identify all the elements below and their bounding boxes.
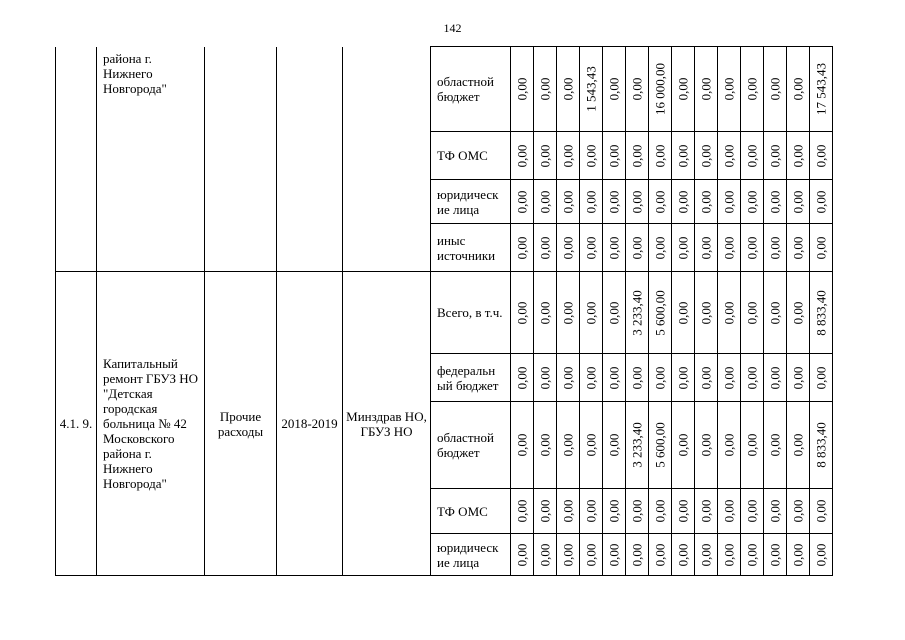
amount-cell bbox=[810, 489, 833, 534]
amount-cell bbox=[626, 47, 649, 132]
amount-cell bbox=[810, 224, 833, 272]
amount-value: 0,00 bbox=[606, 301, 622, 324]
amount-value: 0,00 bbox=[629, 77, 645, 101]
amount-cell bbox=[672, 47, 695, 132]
expense-type bbox=[205, 47, 277, 272]
amount-value: 0,00 bbox=[675, 499, 691, 523]
amount-value: 0,00 bbox=[813, 236, 829, 259]
amount-value: 0,00 bbox=[606, 236, 622, 259]
amount-cell bbox=[557, 402, 580, 489]
amount-cell bbox=[580, 354, 603, 402]
amount-value: 0,00 bbox=[698, 543, 714, 566]
amount-cell bbox=[672, 272, 695, 354]
amount-value: 0,00 bbox=[744, 190, 760, 213]
amount-cell bbox=[672, 402, 695, 489]
amount-value: 0,00 bbox=[652, 144, 668, 167]
amount-cell bbox=[695, 47, 718, 132]
amount-value: 0,00 bbox=[721, 543, 737, 566]
amount-cell bbox=[787, 180, 810, 224]
item-name: района г. Нижнего Новгорода" bbox=[97, 47, 205, 272]
amount-cell bbox=[511, 132, 534, 180]
amount-cell bbox=[764, 272, 787, 354]
amount-cell bbox=[718, 47, 741, 132]
amount-cell bbox=[557, 272, 580, 354]
amount-value: 0,00 bbox=[790, 236, 806, 259]
amount-cell bbox=[649, 402, 672, 489]
item-number: 4.1. 9. bbox=[56, 272, 97, 576]
amount-cell bbox=[787, 224, 810, 272]
amount-value: 0,00 bbox=[537, 77, 553, 101]
period bbox=[277, 47, 343, 272]
amount-value: 8 833,40 bbox=[813, 289, 829, 336]
amount-cell bbox=[511, 47, 534, 132]
amount-value: 0,00 bbox=[514, 190, 530, 213]
amount-value: 0,00 bbox=[813, 144, 829, 167]
amount-cell bbox=[741, 489, 764, 534]
amount-value: 0,00 bbox=[514, 77, 530, 101]
amount-cell bbox=[741, 402, 764, 489]
amount-value: 0,00 bbox=[721, 301, 737, 324]
amount-value: 0,00 bbox=[744, 301, 760, 324]
amount-cell bbox=[603, 224, 626, 272]
amount-value: 0,00 bbox=[790, 190, 806, 213]
amount-cell bbox=[810, 180, 833, 224]
amount-cell bbox=[810, 354, 833, 402]
amount-cell bbox=[603, 132, 626, 180]
amount-value: 0,00 bbox=[514, 144, 530, 167]
amount-cell bbox=[787, 354, 810, 402]
amount-value: 0,00 bbox=[652, 366, 668, 389]
amount-cell bbox=[787, 489, 810, 534]
amount-value: 0,00 bbox=[744, 77, 760, 101]
amount-cell bbox=[741, 180, 764, 224]
amount-cell bbox=[695, 272, 718, 354]
amount-cell bbox=[672, 534, 695, 576]
amount-value: 0,00 bbox=[560, 499, 576, 523]
amount-value: 0,00 bbox=[744, 433, 760, 457]
amount-value: 0,00 bbox=[629, 144, 645, 167]
amount-value: 0,00 bbox=[675, 190, 691, 213]
amount-cell bbox=[534, 132, 557, 180]
amount-cell bbox=[741, 132, 764, 180]
amount-value: 0,00 bbox=[767, 499, 783, 523]
funding-source: Всего, в т.ч. bbox=[431, 272, 511, 354]
amount-value: 0,00 bbox=[537, 144, 553, 167]
amount-value: 0,00 bbox=[606, 543, 622, 566]
amount-cell bbox=[695, 489, 718, 534]
amount-value: 0,00 bbox=[767, 433, 783, 457]
amount-cell bbox=[511, 534, 534, 576]
amount-cell bbox=[649, 489, 672, 534]
amount-value: 0,00 bbox=[675, 144, 691, 167]
amount-cell bbox=[764, 354, 787, 402]
amount-cell bbox=[810, 132, 833, 180]
amount-value: 0,00 bbox=[560, 190, 576, 213]
amount-value: 0,00 bbox=[560, 433, 576, 457]
amount-cell bbox=[557, 180, 580, 224]
amount-value: 0,00 bbox=[560, 543, 576, 566]
amount-value: 0,00 bbox=[583, 190, 599, 213]
amount-cell bbox=[672, 224, 695, 272]
amount-cell bbox=[534, 354, 557, 402]
amount-value: 0,00 bbox=[652, 236, 668, 259]
amount-cell bbox=[511, 489, 534, 534]
funding-source: областной бюджет bbox=[431, 47, 511, 132]
amount-value: 0,00 bbox=[583, 144, 599, 167]
amount-value: 0,00 bbox=[606, 190, 622, 213]
amount-value: 0,00 bbox=[698, 433, 714, 457]
amount-value: 8 833,40 bbox=[813, 422, 829, 468]
amount-cell bbox=[534, 272, 557, 354]
amount-value: 3 233,40 bbox=[629, 289, 645, 336]
amount-cell bbox=[741, 47, 764, 132]
amount-cell bbox=[764, 132, 787, 180]
amount-value: 0,00 bbox=[537, 499, 553, 523]
table-row bbox=[56, 47, 833, 132]
amount-value: 0,00 bbox=[767, 301, 783, 324]
amount-cell bbox=[580, 402, 603, 489]
amount-cell bbox=[626, 354, 649, 402]
amount-value: 0,00 bbox=[744, 499, 760, 523]
amount-cell bbox=[603, 534, 626, 576]
amount-cell bbox=[764, 489, 787, 534]
amount-cell bbox=[787, 132, 810, 180]
amount-value: 0,00 bbox=[813, 499, 829, 523]
amount-value: 0,00 bbox=[560, 236, 576, 259]
amount-value: 0,00 bbox=[744, 236, 760, 259]
amount-cell bbox=[557, 354, 580, 402]
amount-value: 0,00 bbox=[606, 499, 622, 523]
amount-value: 0,00 bbox=[560, 301, 576, 324]
page-number: 142 bbox=[443, 21, 462, 35]
amount-cell bbox=[626, 132, 649, 180]
funding-source: ТФ ОМС bbox=[431, 132, 511, 180]
amount-cell bbox=[672, 354, 695, 402]
amount-value: 0,00 bbox=[744, 144, 760, 167]
amount-cell bbox=[672, 132, 695, 180]
amount-cell bbox=[603, 402, 626, 489]
amount-cell bbox=[511, 354, 534, 402]
amount-cell bbox=[718, 180, 741, 224]
amount-cell bbox=[787, 402, 810, 489]
amount-value: 0,00 bbox=[606, 433, 622, 457]
table-row bbox=[56, 272, 833, 354]
amount-value: 0,00 bbox=[675, 301, 691, 324]
amount-value: 0,00 bbox=[537, 433, 553, 457]
amount-value: 0,00 bbox=[675, 433, 691, 457]
amount-value: 0,00 bbox=[537, 366, 553, 389]
amount-cell bbox=[764, 402, 787, 489]
amount-cell bbox=[810, 534, 833, 576]
amount-value: 5 600,00 bbox=[652, 289, 668, 336]
amount-value: 0,00 bbox=[514, 301, 530, 324]
amount-value: 0,00 bbox=[675, 77, 691, 101]
amount-cell bbox=[810, 272, 833, 354]
amount-value: 0,00 bbox=[583, 366, 599, 389]
amount-cell bbox=[534, 402, 557, 489]
executor: Минздрав НО, ГБУЗ НО bbox=[343, 272, 431, 576]
amount-cell bbox=[718, 272, 741, 354]
amount-value: 0,00 bbox=[560, 366, 576, 389]
amount-cell bbox=[649, 47, 672, 132]
amount-cell bbox=[764, 47, 787, 132]
amount-cell bbox=[626, 224, 649, 272]
amount-value: 0,00 bbox=[790, 144, 806, 167]
amount-cell bbox=[718, 132, 741, 180]
executor bbox=[343, 47, 431, 272]
amount-cell bbox=[534, 534, 557, 576]
amount-value: 0,00 bbox=[583, 543, 599, 566]
amount-cell bbox=[718, 489, 741, 534]
amount-value: 0,00 bbox=[744, 366, 760, 389]
amount-value: 0,00 bbox=[721, 144, 737, 167]
amount-cell bbox=[695, 180, 718, 224]
amount-value: 0,00 bbox=[721, 499, 737, 523]
amount-value: 0,00 bbox=[813, 366, 829, 389]
amount-value: 0,00 bbox=[767, 190, 783, 213]
amount-cell bbox=[603, 180, 626, 224]
amount-value: 0,00 bbox=[698, 499, 714, 523]
amount-cell bbox=[511, 180, 534, 224]
item-name: Капитальный ремонт ГБУЗ НО "Детская городская больница № 42 Московского района г. Нижнего Новгорода" bbox=[97, 272, 205, 576]
amount-value: 0,00 bbox=[652, 499, 668, 523]
amount-cell bbox=[718, 534, 741, 576]
amount-value: 0,00 bbox=[606, 144, 622, 167]
amount-value: 0,00 bbox=[537, 190, 553, 213]
amount-value: 0,00 bbox=[790, 301, 806, 324]
amount-value: 0,00 bbox=[629, 190, 645, 213]
amount-value: 0,00 bbox=[790, 77, 806, 101]
expense-type: Прочие расходы bbox=[205, 272, 277, 576]
amount-cell bbox=[810, 402, 833, 489]
amount-value: 0,00 bbox=[583, 236, 599, 259]
amount-value: 0,00 bbox=[698, 190, 714, 213]
amount-cell bbox=[695, 224, 718, 272]
amount-cell bbox=[626, 180, 649, 224]
amount-value: 0,00 bbox=[537, 301, 553, 324]
amount-value: 0,00 bbox=[629, 236, 645, 259]
amount-cell bbox=[557, 534, 580, 576]
funding-source: иныс источники bbox=[431, 224, 511, 272]
amount-value: 0,00 bbox=[606, 77, 622, 101]
amount-value: 0,00 bbox=[767, 236, 783, 259]
amount-cell bbox=[741, 354, 764, 402]
amount-value: 0,00 bbox=[767, 366, 783, 389]
amount-cell bbox=[695, 132, 718, 180]
amount-cell bbox=[695, 534, 718, 576]
amount-value: 0,00 bbox=[813, 543, 829, 566]
amount-value: 0,00 bbox=[652, 543, 668, 566]
amount-cell bbox=[580, 272, 603, 354]
funding-source: юридическ ие лица bbox=[431, 534, 511, 576]
amount-cell bbox=[603, 354, 626, 402]
amount-cell bbox=[672, 180, 695, 224]
amount-value: 0,00 bbox=[629, 543, 645, 566]
amount-value: 0,00 bbox=[514, 499, 530, 523]
amount-cell bbox=[557, 47, 580, 132]
amount-value: 0,00 bbox=[744, 543, 760, 566]
amount-value: 0,00 bbox=[583, 433, 599, 457]
item-number bbox=[56, 47, 97, 272]
amount-cell bbox=[787, 534, 810, 576]
amount-cell bbox=[695, 402, 718, 489]
amount-value: 0,00 bbox=[698, 236, 714, 259]
amount-cell bbox=[626, 272, 649, 354]
amount-cell bbox=[787, 47, 810, 132]
amount-cell bbox=[603, 489, 626, 534]
amount-value: 0,00 bbox=[721, 433, 737, 457]
amount-value: 17 543,43 bbox=[813, 63, 829, 115]
amount-cell bbox=[626, 489, 649, 534]
amount-cell bbox=[649, 272, 672, 354]
budget-table bbox=[55, 46, 833, 576]
amount-value: 0,00 bbox=[698, 301, 714, 324]
amount-value: 0,00 bbox=[721, 77, 737, 101]
funding-source: юридическ ие лица bbox=[431, 180, 511, 224]
amount-cell bbox=[580, 180, 603, 224]
amount-cell bbox=[603, 272, 626, 354]
amount-value: 0,00 bbox=[606, 366, 622, 389]
amount-value: 0,00 bbox=[721, 190, 737, 213]
amount-cell bbox=[511, 224, 534, 272]
amount-cell bbox=[787, 272, 810, 354]
amount-value: 1 543,43 bbox=[583, 66, 599, 112]
amount-cell bbox=[534, 224, 557, 272]
amount-cell bbox=[741, 224, 764, 272]
amount-value: 16 000,00 bbox=[652, 63, 668, 115]
amount-value: 0,00 bbox=[652, 190, 668, 213]
amount-cell bbox=[649, 224, 672, 272]
amount-value: 0,00 bbox=[514, 543, 530, 566]
amount-cell bbox=[580, 489, 603, 534]
amount-cell bbox=[603, 47, 626, 132]
amount-value: 0,00 bbox=[514, 236, 530, 259]
amount-cell bbox=[718, 402, 741, 489]
amount-value: 0,00 bbox=[675, 236, 691, 259]
funding-source: федеральн ый бюджет bbox=[431, 354, 511, 402]
amount-value: 0,00 bbox=[675, 543, 691, 566]
amount-value: 0,00 bbox=[767, 543, 783, 566]
amount-cell bbox=[534, 489, 557, 534]
amount-value: 0,00 bbox=[537, 543, 553, 566]
amount-value: 0,00 bbox=[790, 433, 806, 457]
amount-cell bbox=[649, 354, 672, 402]
amount-cell bbox=[741, 272, 764, 354]
amount-value: 0,00 bbox=[790, 499, 806, 523]
amount-value: 0,00 bbox=[514, 433, 530, 457]
amount-value: 0,00 bbox=[560, 77, 576, 101]
amount-cell bbox=[534, 180, 557, 224]
amount-value: 0,00 bbox=[560, 144, 576, 167]
amount-cell bbox=[764, 534, 787, 576]
amount-value: 0,00 bbox=[629, 499, 645, 523]
amount-value: 0,00 bbox=[675, 366, 691, 389]
amount-value: 0,00 bbox=[514, 366, 530, 389]
funding-source: областной бюджет bbox=[431, 402, 511, 489]
amount-cell bbox=[649, 180, 672, 224]
amount-value: 0,00 bbox=[813, 190, 829, 213]
amount-value: 0,00 bbox=[698, 77, 714, 101]
amount-cell bbox=[649, 534, 672, 576]
amount-value: 0,00 bbox=[721, 366, 737, 389]
amount-value: 0,00 bbox=[629, 366, 645, 389]
amount-cell bbox=[557, 224, 580, 272]
amount-cell bbox=[626, 402, 649, 489]
amount-cell bbox=[764, 224, 787, 272]
amount-cell bbox=[649, 132, 672, 180]
amount-cell bbox=[580, 132, 603, 180]
amount-cell bbox=[718, 224, 741, 272]
amount-cell bbox=[810, 47, 833, 132]
amount-value: 0,00 bbox=[537, 236, 553, 259]
amount-cell bbox=[580, 224, 603, 272]
amount-value: 0,00 bbox=[583, 499, 599, 523]
amount-value: 5 600,00 bbox=[652, 422, 668, 468]
amount-value: 0,00 bbox=[583, 301, 599, 324]
amount-value: 0,00 bbox=[790, 543, 806, 566]
amount-cell bbox=[764, 180, 787, 224]
amount-cell bbox=[741, 534, 764, 576]
amount-cell bbox=[718, 354, 741, 402]
amount-value: 0,00 bbox=[767, 77, 783, 101]
amount-value: 0,00 bbox=[698, 366, 714, 389]
amount-cell bbox=[534, 47, 557, 132]
amount-cell bbox=[672, 489, 695, 534]
amount-cell bbox=[695, 354, 718, 402]
amount-cell bbox=[580, 534, 603, 576]
amount-cell bbox=[557, 489, 580, 534]
amount-cell bbox=[511, 272, 534, 354]
amount-value: 0,00 bbox=[767, 144, 783, 167]
amount-value: 3 233,40 bbox=[629, 422, 645, 468]
amount-cell bbox=[580, 47, 603, 132]
period: 2018-2019 bbox=[277, 272, 343, 576]
amount-value: 0,00 bbox=[698, 144, 714, 167]
amount-cell bbox=[511, 402, 534, 489]
amount-cell bbox=[557, 132, 580, 180]
amount-cell bbox=[626, 534, 649, 576]
amount-value: 0,00 bbox=[721, 236, 737, 259]
amount-value: 0,00 bbox=[790, 366, 806, 389]
funding-source: ТФ ОМС bbox=[431, 489, 511, 534]
